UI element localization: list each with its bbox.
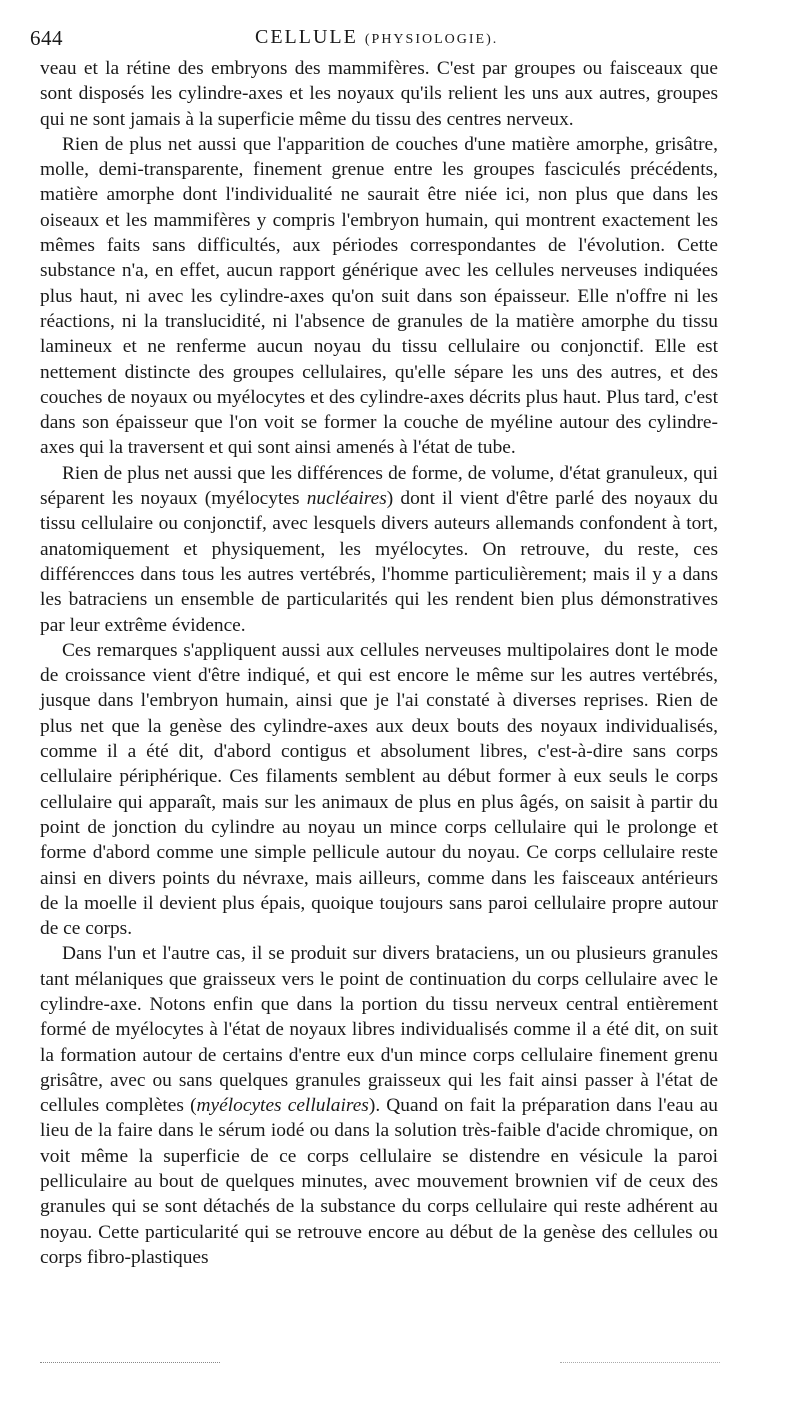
paragraph-3-text-after: ) dont il vient d'être parlé des noyaux du tissu cellulaire ou conjonctif, avec lesquels divers auteurs allemands confondent à tort, anatomiquement et physiquement, les myélocytes. On retrouve, du reste, ces différencces dans tous les autres vertébrés, l'homme particulièrement; mais il y a dans les batraciens un ensemble de particularités qui les rendent bien plus démonstratives par leur extrême évidence.: [40, 488, 718, 636]
paragraph-3-text-before: Rien de plus net aussi que les différences de forme, de volume, d'état granuleux, qui séparent les noyaux (myélocytes: [40, 462, 718, 510]
paragraph-3: [40, 461, 718, 638]
paragraph-4: Ces remarques s'appliquent aussi aux cellules nerveuses multipolaires dont le mode de croissance vient d'être indiqué, et qui est encore le même sur les autres vertébrés, jusque dans l'embryon humain, ainsi que je l'ai constaté à diverses reprises. Rien de plus net que la genèse des cylindre-axes aux deux bouts des noyaux individualisés, comme il a été dit, d'abord contigus et absolument libres, c'est-à-dire sans corps cellulaire périphérique. Ces filaments semblent au début former à eux seuls le corps cellulaire qui apparaît, mais sur les animaux de plus en plus âgés, on saisit à partir du point de jonction du cylindre au noyau un mince corps cellulaire qui le prolonge et forme d'abord comme une simple pellicule autour du noyau. Ce corps cellulaire reste ainsi en divers points du névraxe, mais ailleurs, comme dans les faisceaux antérieurs de la moelle il devient plus épais, quoique toujours sans paroi cellulaire propre autour de ce corps.: [40, 639, 718, 940]
footer-divider-left: [40, 1362, 220, 1363]
paragraph-5: [40, 941, 718, 1270]
page-body: [40, 56, 718, 1270]
running-title-subtitle: (PHYSIOLOGIE).: [364, 32, 499, 47]
page-number: 644: [30, 26, 63, 50]
paragraph-2: Rien de plus net aussi que l'apparition de couches d'une matière amorphe, grisâtre, molle, demi-transparente, finement grenue entre les groupes fasciculés précédents, matière amorphe dont l'individualité ne saurait être niée ici, non plus que dans les oiseaux et les mammifères y compris l'embryon humain, qui montrent exactement les mêmes faits sans difficultés, aux périodes correspondantes de l'évolution. Cette substance n'a, en effet, aucun rapport générique avec les cellules nerveuses indiquées plus haut, ni avec les cylindre-axes qu'on suit dans son épaisseur. Elle n'offre ni les réactions, ni la translucidité, ni l'absence de granules de la matière amorphe du tissu lamineux et ne renferme aucun noyau du tissu cellulaire ou conjonctif. Elle est nettement distincte des groupes cellulaires, qu'elle sépare les uns des autres, et des couches de noyaux ou myélocytes et des cylindre-axes décrits plus haut. Plus tard, c'est dans son épaisseur que l'on voit se former la couche de myéline autour des cylindre-axes qui la traversent et qui sont ainsi amenés à l'état de tube.: [40, 133, 718, 459]
footer-divider-right: [560, 1362, 720, 1363]
paragraph-1: veau et la rétine des embryons des mammifères. C'est par groupes ou faisceaux que sont disposés les cylindre-axes et les noyaux qu'ils relient les uns aux autres, groupes qui ne sont jamais à la superficie même du tissu des centres nerveux.: [40, 58, 718, 130]
paragraph-5-emphasis: myélocytes cellulaires: [196, 1095, 369, 1117]
paragraph-5-text-before: Dans l'un et l'autre cas, il se produit sur divers brataciens, un ou plusieurs granules tant mélaniques que graisseux vers le point de continuation du corps cellulaire avec le cylindre-axe. Notons enfin que dans la portion du tissu nerveux central entièrement formé de myélocytes à l'état de noyaux libres individualisés comme il a été dit, on suit la formation autour de certains d'entre eux d'un mince corps cellulaire finement grenu grisâtre, avec ou sans quelques granules graisseux qui les fait ainsi passer à l'état de cellules complètes (: [40, 943, 718, 1117]
running-title-main: CELLULE: [255, 26, 358, 48]
paragraph-5-text-after: ). Quand on fait la préparation dans l'eau au lieu de la faire dans le sérum iodé ou dans la solution très-faible d'acide chromique, on voit même la superficie de ce corps cellulaire se distendre en vésicule la paroi pelliculaire au bout de quelques minutes, avec mouvement brownien vif de ceux des granules qui se sont détachés de la substance du corps cellulaire qui reste adhérent au noyau. Cette particularité qui se retrouve encore au début de la genèse des cellules ou corps fibro-plastiques: [40, 1095, 718, 1268]
page-header: [30, 26, 760, 54]
paragraph-3-emphasis: nucléaires: [306, 488, 387, 510]
running-title: [255, 26, 498, 49]
